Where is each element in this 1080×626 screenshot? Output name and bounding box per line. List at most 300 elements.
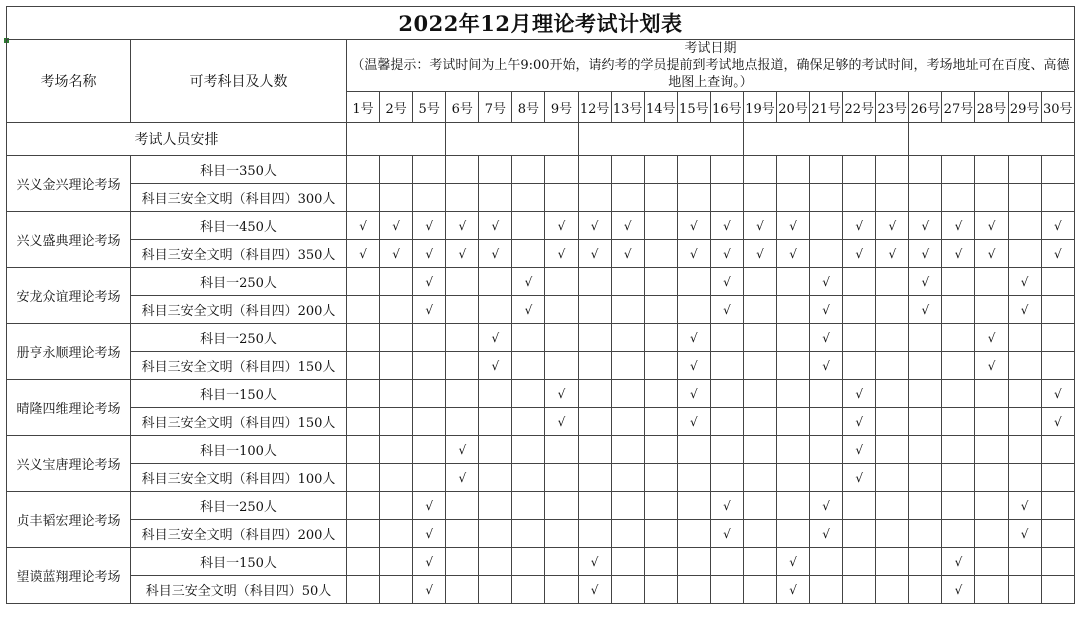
table-row [7, 380, 1075, 408]
table-row [7, 548, 1075, 576]
empty-date-cell [512, 352, 545, 380]
check-mark: √ [347, 212, 380, 240]
empty-date-cell [743, 296, 776, 324]
empty-date-cell [644, 268, 677, 296]
empty-date-cell [710, 548, 743, 576]
check-mark: √ [710, 520, 743, 548]
day-header: 27号 [942, 92, 975, 123]
empty-date-cell [743, 324, 776, 352]
empty-date-cell [512, 576, 545, 604]
empty-date-cell [743, 492, 776, 520]
check-mark: √ [479, 352, 512, 380]
empty-date-cell [512, 548, 545, 576]
check-mark: √ [677, 240, 710, 268]
table-row [7, 184, 1075, 212]
empty-date-cell [644, 212, 677, 240]
empty-date-cell [380, 464, 413, 492]
empty-date-cell [446, 324, 479, 352]
check-mark: √ [909, 212, 942, 240]
empty-date-cell [380, 268, 413, 296]
empty-date-cell [512, 380, 545, 408]
check-mark: √ [942, 240, 975, 268]
empty-date-cell [479, 408, 512, 436]
empty-date-cell [479, 296, 512, 324]
empty-date-cell [644, 296, 677, 324]
empty-date-cell [843, 520, 876, 548]
week-group-cell [347, 123, 446, 156]
empty-date-cell [578, 408, 611, 436]
check-mark: √ [876, 212, 909, 240]
empty-date-cell [1041, 576, 1074, 604]
empty-date-cell [810, 408, 843, 436]
empty-date-cell [347, 156, 380, 184]
empty-date-cell [810, 212, 843, 240]
empty-date-cell [644, 380, 677, 408]
empty-date-cell [578, 352, 611, 380]
site-name: 兴义宝唐理论考场 [7, 436, 131, 492]
site-name: 兴义盛典理论考场 [7, 212, 131, 268]
header-row [7, 40, 1075, 92]
day-header: 7号 [479, 92, 512, 123]
check-mark: √ [413, 520, 446, 548]
check-mark: √ [413, 212, 446, 240]
empty-date-cell [512, 184, 545, 212]
subject-cell: 科目三安全文明（科目四）200人 [131, 520, 347, 548]
empty-date-cell [909, 492, 942, 520]
empty-date-cell [743, 576, 776, 604]
empty-date-cell [611, 352, 644, 380]
empty-date-cell [644, 436, 677, 464]
check-mark: √ [710, 492, 743, 520]
check-mark: √ [677, 380, 710, 408]
check-mark: √ [1041, 212, 1074, 240]
dates-header [347, 40, 1075, 92]
empty-date-cell [677, 296, 710, 324]
arrangement-row [7, 123, 1075, 156]
day-header: 19号 [743, 92, 776, 123]
empty-date-cell [611, 408, 644, 436]
check-mark: √ [545, 212, 578, 240]
empty-date-cell [578, 324, 611, 352]
subject-cell: 科目三安全文明（科目四）150人 [131, 352, 347, 380]
empty-date-cell [578, 380, 611, 408]
empty-date-cell [1008, 576, 1041, 604]
empty-date-cell [446, 576, 479, 604]
empty-date-cell [446, 268, 479, 296]
check-mark: √ [1008, 520, 1041, 548]
empty-date-cell [942, 380, 975, 408]
check-mark: √ [810, 352, 843, 380]
empty-date-cell [810, 548, 843, 576]
empty-date-cell [876, 548, 909, 576]
day-header: 22号 [843, 92, 876, 123]
day-header: 9号 [545, 92, 578, 123]
empty-date-cell [446, 156, 479, 184]
dates-header-label: 考试日期 [684, 41, 737, 56]
empty-date-cell [677, 576, 710, 604]
empty-date-cell [876, 352, 909, 380]
empty-date-cell [710, 184, 743, 212]
empty-date-cell [611, 520, 644, 548]
empty-date-cell [611, 576, 644, 604]
empty-date-cell [446, 380, 479, 408]
empty-date-cell [677, 184, 710, 212]
empty-date-cell [578, 268, 611, 296]
subject-cell: 科目一450人 [131, 212, 347, 240]
empty-date-cell [876, 324, 909, 352]
check-mark: √ [777, 240, 810, 268]
check-mark: √ [710, 296, 743, 324]
empty-date-cell [479, 436, 512, 464]
check-mark: √ [710, 240, 743, 268]
empty-date-cell [413, 156, 446, 184]
check-mark: √ [1008, 492, 1041, 520]
empty-date-cell [446, 548, 479, 576]
empty-date-cell [942, 520, 975, 548]
empty-date-cell [380, 520, 413, 548]
empty-date-cell [843, 156, 876, 184]
empty-date-cell [578, 296, 611, 324]
empty-date-cell [942, 324, 975, 352]
check-mark: √ [909, 296, 942, 324]
empty-date-cell [777, 268, 810, 296]
empty-date-cell [611, 380, 644, 408]
empty-date-cell [611, 296, 644, 324]
check-mark: √ [479, 324, 512, 352]
empty-date-cell [1041, 492, 1074, 520]
empty-date-cell [909, 408, 942, 436]
empty-date-cell [347, 324, 380, 352]
site-name: 安龙众谊理论考场 [7, 268, 131, 324]
empty-date-cell [1008, 324, 1041, 352]
empty-date-cell [975, 520, 1008, 548]
empty-date-cell [777, 296, 810, 324]
empty-date-cell [810, 380, 843, 408]
empty-date-cell [677, 520, 710, 548]
empty-date-cell [909, 548, 942, 576]
subject-cell: 科目三安全文明（科目四）100人 [131, 464, 347, 492]
check-mark: √ [1041, 408, 1074, 436]
table-row [7, 576, 1075, 604]
check-mark: √ [975, 324, 1008, 352]
empty-date-cell [710, 324, 743, 352]
table-row [7, 464, 1075, 492]
empty-date-cell [380, 156, 413, 184]
empty-date-cell [578, 464, 611, 492]
subject-cell: 科目一100人 [131, 436, 347, 464]
empty-date-cell [1041, 296, 1074, 324]
empty-date-cell [743, 268, 776, 296]
empty-date-cell [512, 240, 545, 268]
check-mark: √ [413, 576, 446, 604]
empty-date-cell [810, 240, 843, 268]
week-group-cell [909, 123, 1075, 156]
check-mark: √ [777, 576, 810, 604]
empty-date-cell [942, 352, 975, 380]
title-row [7, 7, 1075, 40]
empty-date-cell [1041, 268, 1074, 296]
check-mark: √ [810, 324, 843, 352]
empty-date-cell [810, 156, 843, 184]
empty-date-cell [545, 324, 578, 352]
table-row [7, 240, 1075, 268]
subject-cell: 科目一250人 [131, 492, 347, 520]
day-header: 15号 [677, 92, 710, 123]
empty-date-cell [777, 324, 810, 352]
empty-date-cell [843, 548, 876, 576]
empty-date-cell [578, 520, 611, 548]
empty-date-cell [644, 324, 677, 352]
empty-date-cell [1008, 212, 1041, 240]
empty-date-cell [975, 156, 1008, 184]
empty-date-cell [777, 408, 810, 436]
empty-date-cell [644, 156, 677, 184]
subject-cell: 科目一150人 [131, 548, 347, 576]
check-mark: √ [347, 240, 380, 268]
empty-date-cell [347, 520, 380, 548]
day-header: 1号 [347, 92, 380, 123]
check-mark: √ [876, 240, 909, 268]
empty-date-cell [975, 464, 1008, 492]
subject-cell: 科目一150人 [131, 380, 347, 408]
week-group-cell [446, 123, 578, 156]
empty-date-cell [347, 576, 380, 604]
check-mark: √ [909, 268, 942, 296]
table-row [7, 352, 1075, 380]
empty-date-cell [975, 184, 1008, 212]
check-mark: √ [479, 212, 512, 240]
table-row [7, 436, 1075, 464]
empty-date-cell [479, 548, 512, 576]
empty-date-cell [843, 492, 876, 520]
empty-date-cell [1041, 324, 1074, 352]
check-mark: √ [843, 436, 876, 464]
check-mark: √ [1008, 296, 1041, 324]
empty-date-cell [1041, 184, 1074, 212]
check-mark: √ [512, 296, 545, 324]
empty-date-cell [710, 380, 743, 408]
empty-date-cell [876, 380, 909, 408]
check-mark: √ [578, 212, 611, 240]
check-mark: √ [942, 548, 975, 576]
empty-date-cell [876, 436, 909, 464]
table-row [7, 156, 1075, 184]
empty-date-cell [545, 492, 578, 520]
empty-date-cell [843, 296, 876, 324]
empty-date-cell [446, 408, 479, 436]
empty-date-cell [644, 184, 677, 212]
empty-date-cell [479, 464, 512, 492]
empty-date-cell [677, 156, 710, 184]
empty-date-cell [743, 408, 776, 436]
empty-date-cell [710, 408, 743, 436]
table-row [7, 492, 1075, 520]
empty-date-cell [479, 268, 512, 296]
empty-date-cell [512, 408, 545, 436]
empty-date-cell [942, 268, 975, 296]
check-mark: √ [578, 548, 611, 576]
subject-cell: 科目一250人 [131, 268, 347, 296]
empty-date-cell [909, 324, 942, 352]
empty-date-cell [1008, 184, 1041, 212]
empty-date-cell [380, 436, 413, 464]
check-mark: √ [909, 240, 942, 268]
empty-date-cell [644, 408, 677, 436]
empty-date-cell [479, 156, 512, 184]
subject-cell: 科目三安全文明（科目四）200人 [131, 296, 347, 324]
empty-date-cell [644, 352, 677, 380]
day-header: 26号 [909, 92, 942, 123]
empty-date-cell [909, 380, 942, 408]
check-mark: √ [611, 212, 644, 240]
day-header: 8号 [512, 92, 545, 123]
empty-date-cell [347, 296, 380, 324]
empty-date-cell [545, 268, 578, 296]
empty-date-cell [413, 324, 446, 352]
empty-date-cell [380, 548, 413, 576]
check-mark: √ [1041, 380, 1074, 408]
day-header: 16号 [710, 92, 743, 123]
check-mark: √ [975, 352, 1008, 380]
day-header: 21号 [810, 92, 843, 123]
empty-date-cell [347, 464, 380, 492]
empty-date-cell [1008, 380, 1041, 408]
empty-date-cell [611, 268, 644, 296]
empty-date-cell [876, 408, 909, 436]
empty-date-cell [1041, 436, 1074, 464]
empty-date-cell [545, 352, 578, 380]
empty-date-cell [347, 548, 380, 576]
empty-date-cell [743, 436, 776, 464]
empty-date-cell [611, 184, 644, 212]
empty-date-cell [578, 492, 611, 520]
check-mark: √ [545, 380, 578, 408]
empty-date-cell [710, 352, 743, 380]
site-header: 考场名称 [7, 40, 131, 123]
empty-date-cell [413, 184, 446, 212]
site-name: 望谟蓝翔理论考场 [7, 548, 131, 604]
empty-date-cell [479, 380, 512, 408]
empty-date-cell [876, 520, 909, 548]
empty-date-cell [413, 380, 446, 408]
empty-date-cell [545, 548, 578, 576]
check-mark: √ [777, 212, 810, 240]
check-mark: √ [545, 240, 578, 268]
check-mark: √ [843, 380, 876, 408]
check-mark: √ [413, 240, 446, 268]
check-mark: √ [380, 240, 413, 268]
empty-date-cell [777, 464, 810, 492]
check-mark: √ [810, 268, 843, 296]
empty-date-cell [644, 492, 677, 520]
empty-date-cell [777, 436, 810, 464]
empty-date-cell [380, 492, 413, 520]
empty-date-cell [446, 296, 479, 324]
empty-date-cell [512, 492, 545, 520]
check-mark: √ [611, 240, 644, 268]
site-name: 册亨永顺理论考场 [7, 324, 131, 380]
empty-date-cell [909, 576, 942, 604]
empty-date-cell [743, 352, 776, 380]
empty-date-cell [479, 184, 512, 212]
empty-date-cell [611, 324, 644, 352]
empty-date-cell [611, 436, 644, 464]
empty-date-cell [743, 548, 776, 576]
empty-date-cell [909, 184, 942, 212]
empty-date-cell [810, 464, 843, 492]
empty-date-cell [512, 156, 545, 184]
empty-date-cell [843, 324, 876, 352]
empty-date-cell [710, 156, 743, 184]
check-mark: √ [810, 492, 843, 520]
notice-text: （温馨提示：考试时间为上午9:00开始，请约考的学员提前到考试地点报道，确保足够的考试时间，考场地址可在百度、高德地图上查询。） [351, 58, 1070, 90]
empty-date-cell [876, 184, 909, 212]
empty-date-cell [1041, 548, 1074, 576]
empty-date-cell [1008, 408, 1041, 436]
empty-date-cell [1041, 156, 1074, 184]
site-name: 晴隆四维理论考场 [7, 380, 131, 436]
check-mark: √ [677, 212, 710, 240]
empty-date-cell [677, 268, 710, 296]
empty-date-cell [677, 436, 710, 464]
empty-date-cell [380, 352, 413, 380]
empty-date-cell [347, 184, 380, 212]
empty-date-cell [710, 576, 743, 604]
empty-date-cell [578, 436, 611, 464]
empty-date-cell [1008, 240, 1041, 268]
site-name: 贞丰韬宏理论考场 [7, 492, 131, 548]
check-mark: √ [1008, 268, 1041, 296]
empty-date-cell [1008, 436, 1041, 464]
empty-date-cell [380, 296, 413, 324]
empty-date-cell [743, 380, 776, 408]
check-mark: √ [1041, 240, 1074, 268]
empty-date-cell [347, 408, 380, 436]
arrangement-label: 考试人员安排 [7, 123, 347, 156]
empty-date-cell [975, 296, 1008, 324]
check-mark: √ [843, 240, 876, 268]
subject-cell: 科目三安全文明（科目四）300人 [131, 184, 347, 212]
empty-date-cell [446, 184, 479, 212]
empty-date-cell [545, 464, 578, 492]
check-mark: √ [578, 240, 611, 268]
empty-date-cell [413, 464, 446, 492]
empty-date-cell [975, 576, 1008, 604]
empty-date-cell [843, 268, 876, 296]
week-group-cell [578, 123, 743, 156]
empty-date-cell [1041, 464, 1074, 492]
empty-date-cell [975, 408, 1008, 436]
subjects-header: 可考科目及人数 [131, 40, 347, 123]
empty-date-cell [644, 548, 677, 576]
table-row [7, 268, 1075, 296]
check-mark: √ [413, 548, 446, 576]
empty-date-cell [710, 464, 743, 492]
page-title: 2022年12月理论考试计划表 [7, 7, 1075, 40]
day-header: 20号 [777, 92, 810, 123]
day-header: 23号 [876, 92, 909, 123]
empty-date-cell [578, 156, 611, 184]
day-header: 13号 [611, 92, 644, 123]
check-mark: √ [810, 296, 843, 324]
empty-date-cell [942, 408, 975, 436]
empty-date-cell [545, 520, 578, 548]
empty-date-cell [810, 184, 843, 212]
empty-date-cell [777, 520, 810, 548]
empty-date-cell [380, 184, 413, 212]
week-group-cell [743, 123, 908, 156]
table-row [7, 324, 1075, 352]
